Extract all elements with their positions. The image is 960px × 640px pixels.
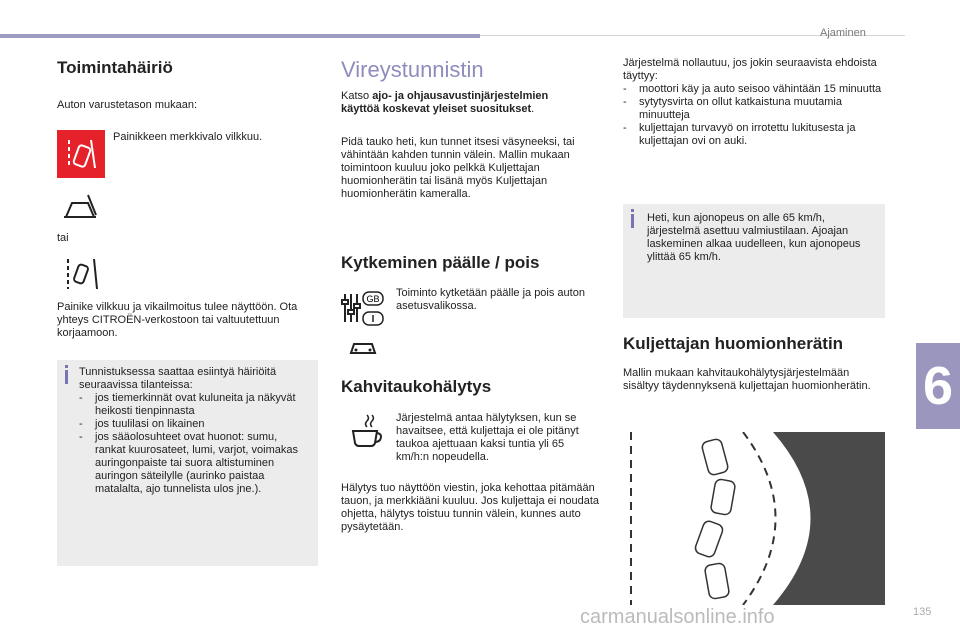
break-advice: Pidä tauko heti, kun tunnet itsesi väsyneeksi, tai vähintään kahden tunnin välein. Mallin mukaan toimintoon kuuluu joko pelkkä Kuljettajan huomionherätin tai lisänä myös Kuljettajan huomionherätin kameralla.: [341, 136, 575, 200]
heading-malfunction: Toimintahäiriö: [57, 58, 173, 77]
watermark: carmanualsonline.info: [580, 606, 775, 628]
lane-warning-icon: [64, 257, 100, 291]
version-intro: Auton varustetason mukaan:: [57, 99, 198, 111]
note-intro: Tunnistuksessa saattaa esiintyä häiriöitä seuraavissa tilanteissa:: [79, 366, 277, 391]
list-item: - jos sääolosuhteet ovat huonot: sumu, rankat kuurosateet, lumi, varjot, voimakas auringonpaiste tai suora altistuminen auringon säteilylle (aurinko paistaa matalalta, ajo tunnelista ulos jne.).: [79, 431, 307, 496]
heading-coffee-break-alert: Kahvitaukohälytys: [341, 377, 492, 396]
standby-note-text: Heti, kun ajonopeus on alle 65 km/h, järjestelmä asettuu valmiustilaan. Ajoajan laskeminen alkaa uudelleen, kun ajonopeus ylittää 65 km/h.: [647, 212, 861, 263]
button-light-text: Painikkeen merkkivalo vilkkuu.: [113, 131, 263, 143]
heading-fatigue-detector: Vireystunnistin: [341, 57, 484, 82]
list-item: - sytytysvirta on ollut katkaistuna muutamia minuutteja: [623, 96, 888, 122]
chapter-tab: 6: [916, 343, 960, 429]
driver-attention-fault-icon: [62, 193, 98, 223]
settings-menu-icon: [341, 288, 385, 328]
fault-instruction: Painike vilkkuu ja vikailmoitus tulee näyttöön. Ota yhteys CITROËN-verkostoon tai valtuutettuun korjaamoon.: [57, 301, 298, 339]
reset-conditions-list: [623, 83, 888, 148]
list-item: - kuljettajan turvavyö on irrotettu lukitusesta ja kuljettajan ovi on auki.: [623, 122, 888, 148]
page-number: 135: [913, 606, 932, 618]
road-illustration: [623, 432, 885, 605]
standby-note-box: [623, 204, 885, 318]
info-marker-icon: [65, 370, 68, 384]
note-list: [79, 392, 307, 496]
detection-note-box: [57, 360, 318, 566]
info-marker-icon: [631, 214, 634, 228]
list-item: - moottori käy ja auto seisoo vähintään 15 minuutta: [623, 83, 888, 96]
activation-text: Toiminto kytketään päälle ja pois auton asetusvalikossa.: [396, 287, 585, 312]
list-item: - jos tiemerkinnät ovat kuluneita ja näkyvät heikosti tienpinnasta: [79, 392, 307, 418]
coffee-alert-text: Järjestelmä antaa hälytyksen, kun se havaitsee, että kuljettaja ei ole pitänyt taukoa ajettuaan kaksi tuntia yli 65 km/h:n nopeudella.: [396, 412, 579, 463]
see-recommendations: Katso ajo- ja ohjausavustinjärjestelmien käyttöä koskevat yleiset suositukset.: [341, 90, 549, 115]
gb-badge: GB: [366, 294, 380, 304]
heading-activation: Kytkeminen päälle / pois: [341, 253, 540, 272]
coffee-alert-details: Hälytys tuo näyttöön viestin, joka kehottaa pitämään tauon, ja merkkiääni kuuluu. Jos kuljettaja ei noudata ohjetta, hälytys toistuu tunnin välein, kunnes auto pysäytetään.: [341, 482, 600, 533]
list-item: - jos tuulilasi on likainen: [79, 418, 307, 431]
heading-driver-attention-alert: Kuljettajan huomionherätin: [623, 334, 844, 353]
or-text: tai: [57, 232, 69, 244]
coffee-cup-icon: [347, 413, 383, 449]
header-accent-bar: [0, 34, 480, 38]
section-title: Ajaminen: [820, 27, 866, 39]
car-front-icon: [348, 339, 378, 359]
driver-attention-text: Mallin mukaan kahvitaukohälytysjärjestelmään sisältyy täydennyksenä kuljettajan huomionherätin.: [623, 367, 871, 392]
reset-intro: Järjestelmä nollautuu, jos jokin seuraavista ehdoista täyttyy:: [623, 57, 877, 82]
lane-warning-red-icon: [57, 130, 105, 178]
